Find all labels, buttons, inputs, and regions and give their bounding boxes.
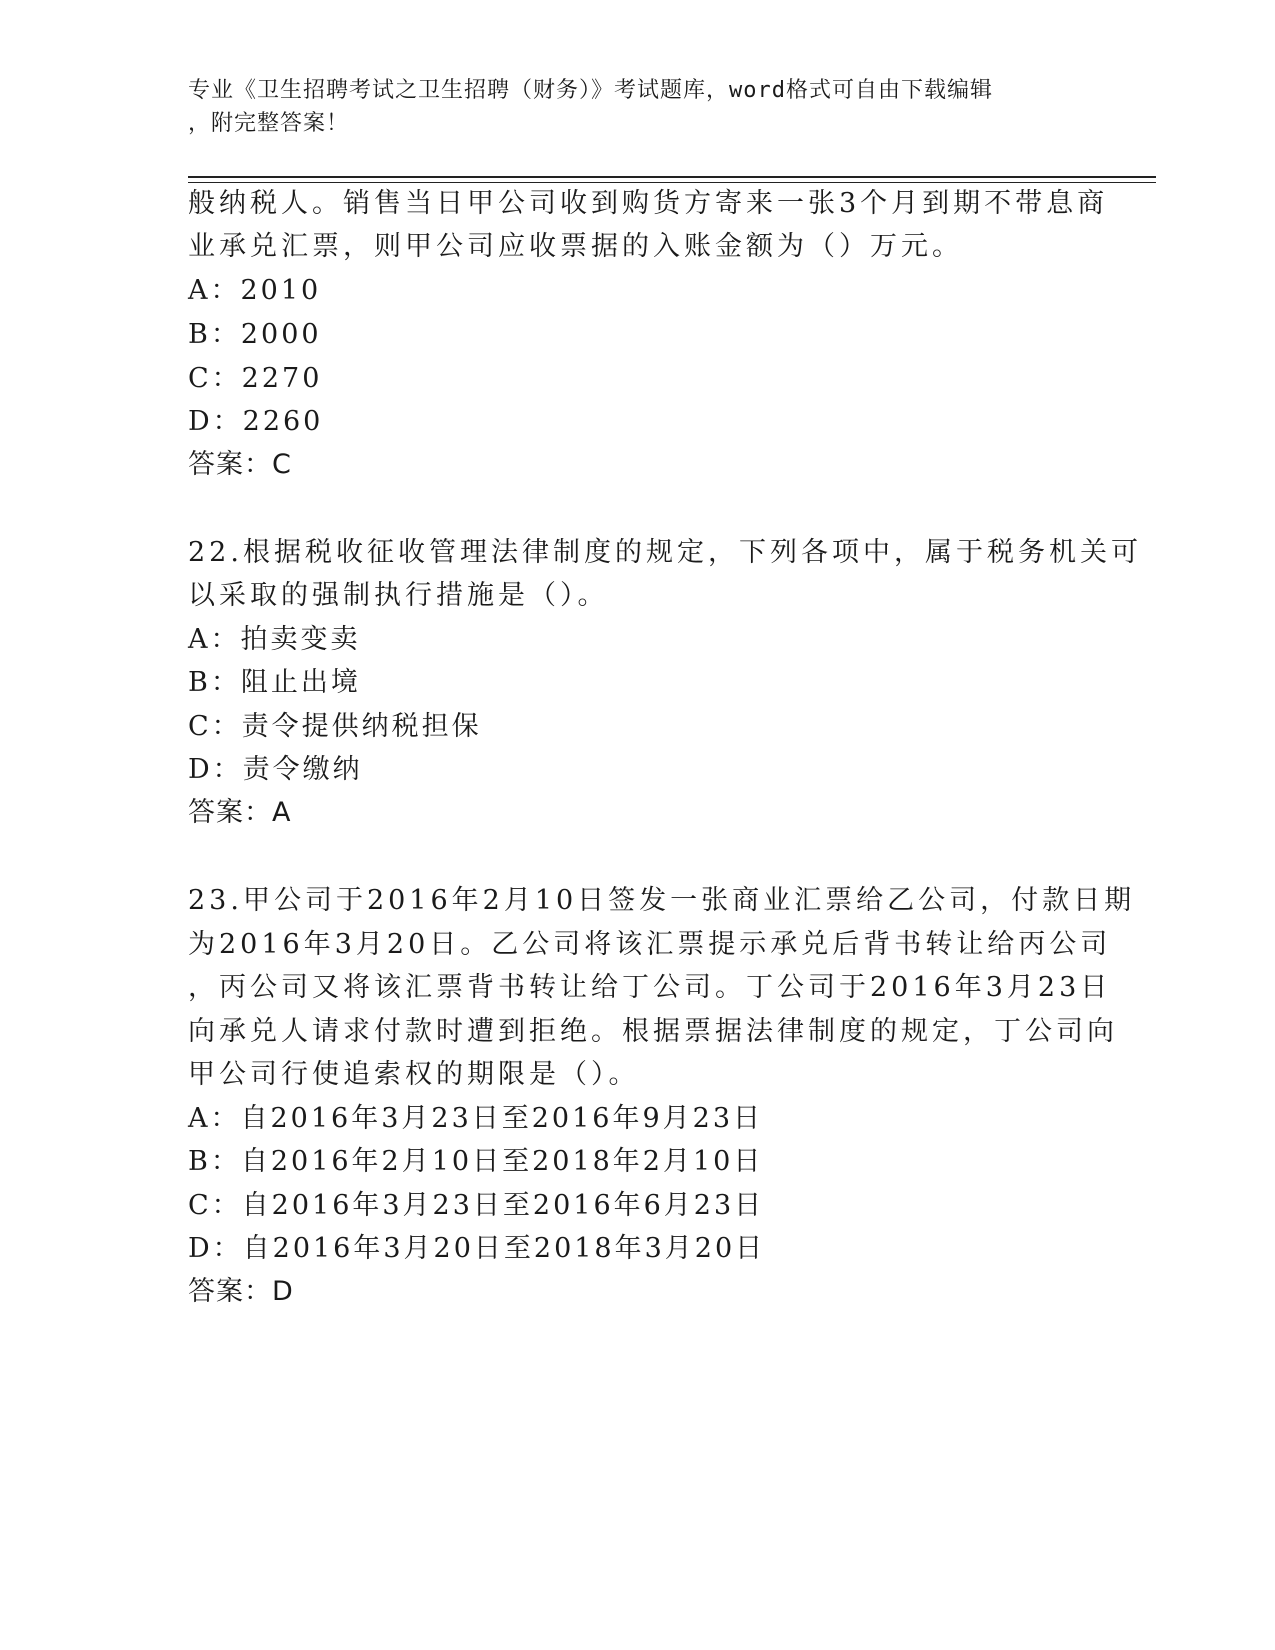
q22-text-line-1: 22.根据税收征收管理法律制度的规定，下列各项中，属于税务机关可: [188, 537, 1142, 568]
header-line-2: ，附完整答案！: [188, 111, 350, 136]
q21-option-d: D：2260: [188, 406, 324, 437]
q23-option-a: A：自2016年3月23日至2016年9月23日: [188, 1103, 763, 1134]
q21-text-line-1: 般纳税人。销售当日甲公司收到购货方寄来一张3个月到期不带息商: [188, 188, 1109, 219]
header-line-1: 专业《卫生招聘考试之卫生招聘（财务）》考试题库，word格式可自由下载编辑: [188, 78, 993, 103]
q21-option-a: A：2010: [188, 275, 322, 306]
q23-option-b: B：自2016年2月10日至2018年2月10日: [188, 1146, 764, 1177]
header-divider-thin: [188, 182, 1156, 183]
q22-option-d: D：责令缴纳: [188, 754, 363, 785]
q23-text-line-2: 为2016年3月20日。乙公司将该汇票提示承兑后背书转让给丙公司: [188, 929, 1112, 960]
q22-option-b: B：阻止出境: [188, 667, 361, 698]
q21-answer: 答案：C: [188, 449, 292, 480]
q22-text-line-2: 以采取的强制执行措施是（）。: [188, 580, 609, 611]
header-divider-thick: [188, 176, 1156, 178]
q22-option-a: A：拍卖变卖: [188, 624, 361, 655]
q23-option-c: C：自2016年3月23日至2016年6月23日: [188, 1190, 765, 1221]
q22-answer: 答案：A: [188, 797, 292, 828]
q23-text-line-3: ，丙公司又将该汇票背书转让给丁公司。丁公司于2016年3月23日: [188, 972, 1112, 1003]
q23-text-line-1: 23.甲公司于2016年2月10日签发一张商业汇票给乙公司，付款日期: [188, 885, 1136, 916]
q23-text-line-5: 甲公司行使追索权的期限是（）。: [188, 1059, 640, 1090]
q21-option-c: C：2270: [188, 363, 323, 394]
q23-option-d: D：自2016年3月20日至2018年3月20日: [188, 1233, 766, 1264]
q23-text-line-4: 向承兑人请求付款时遭到拒绝。根据票据法律制度的规定，丁公司向: [188, 1016, 1118, 1047]
q21-option-b: B：2000: [188, 319, 322, 350]
q21-text-line-2: 业承兑汇票，则甲公司应收票据的入账金额为（）万元。: [188, 231, 963, 262]
q23-answer: 答案：D: [188, 1276, 294, 1307]
q22-option-c: C：责令提供纳税担保: [188, 711, 482, 742]
document-header: [188, 74, 1068, 140]
